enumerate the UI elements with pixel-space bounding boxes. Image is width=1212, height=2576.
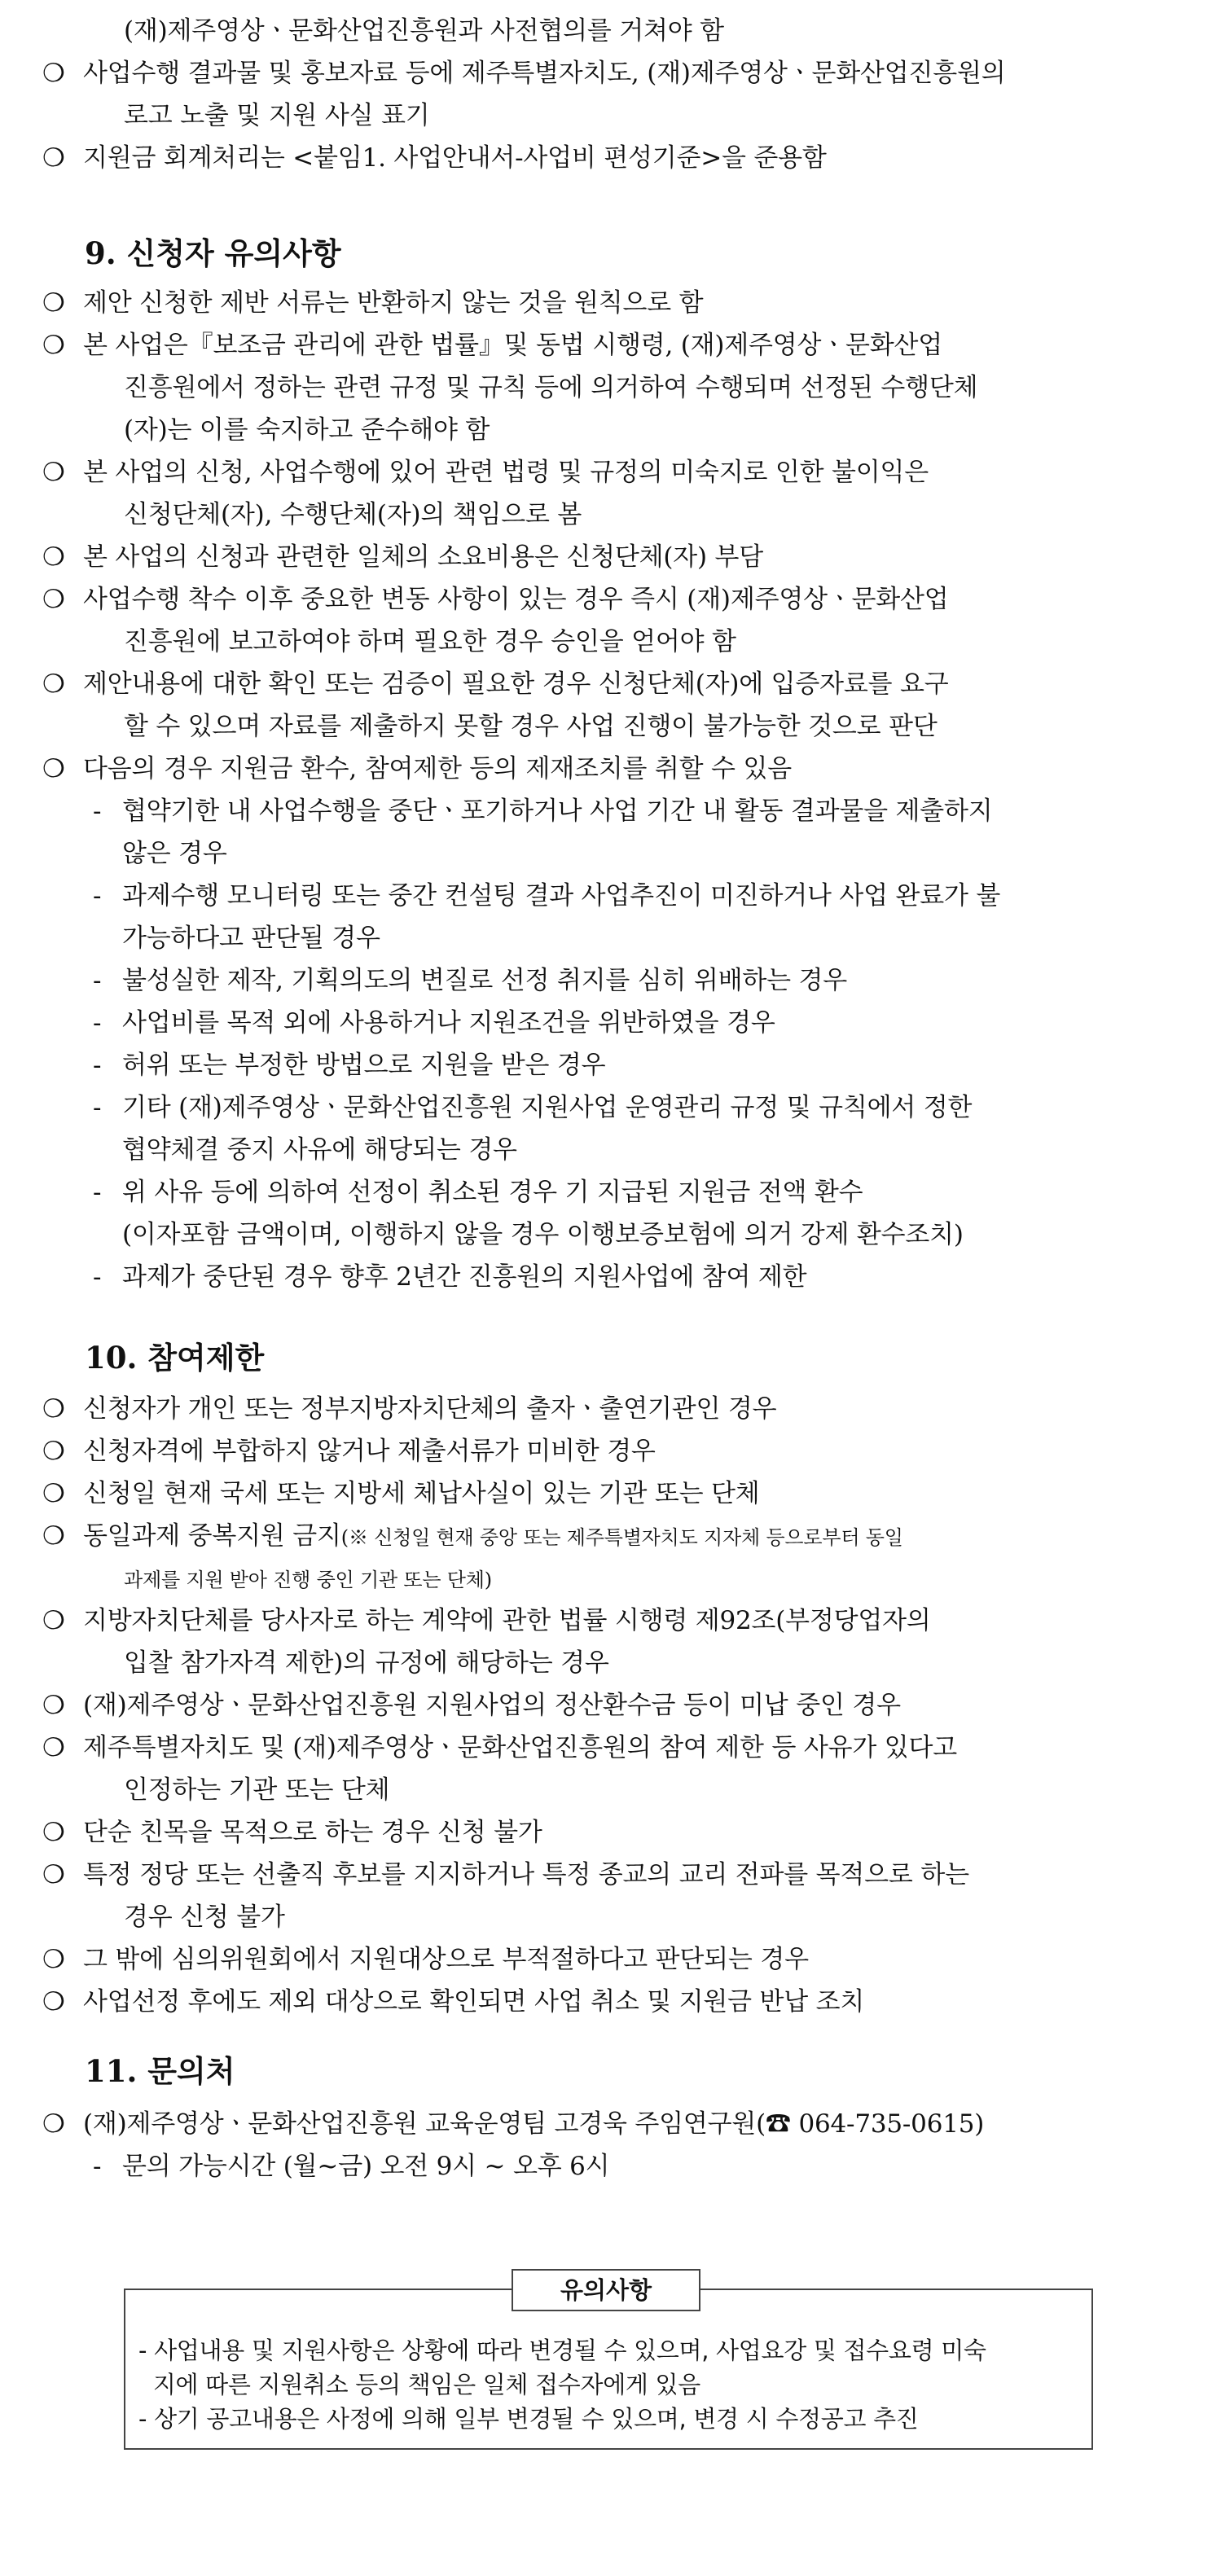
bullet-item [0, 541, 763, 573]
line-text: 동일과제 중복지원 금지 [83, 1521, 341, 1551]
text-line [0, 1218, 964, 1251]
bullet-marker: ❍ [42, 1394, 65, 1424]
bullet-marker: ❍ [42, 1987, 65, 2016]
bullet-marker: ❍ [42, 458, 65, 487]
dash-marker: - [93, 796, 102, 826]
line-text: 본 사업은『보조금 관리에 관한 법률』및 동법 시행령, (재)제주영상ㆍ문화산업 [83, 331, 942, 360]
notice-title: 유의사항 [512, 2269, 700, 2311]
dash-item [0, 1176, 863, 1209]
bullet-marker: ❍ [42, 1606, 65, 1635]
text-line [0, 414, 490, 446]
bullet-marker: ❍ [42, 1521, 65, 1551]
line-text: 제주특별자치도 및 (재)제주영상ㆍ문화산업진흥원의 참여 제한 등 사유가 있다고 [83, 1733, 957, 1762]
line-text: 허위 또는 부정한 방법으로 지원을 받은 경우 [122, 1051, 606, 1080]
line-text: 할 수 있으며 자료를 제출하지 못할 경우 사업 진행이 불가능한 것으로 판단 [124, 712, 938, 741]
dash-item [0, 1091, 972, 1124]
dash-item [0, 795, 993, 827]
text-line [0, 371, 977, 404]
bullet-item [0, 329, 942, 362]
line-text: 진흥원에서 정하는 관련 규정 및 규칙 등에 의거하여 수행되며 선정된 수행단체 [124, 373, 978, 402]
bullet-item [0, 1816, 542, 1849]
section-heading-10: 10. 참여제한 [85, 1340, 265, 1376]
bullet-item [0, 753, 792, 785]
bullet-marker: ❍ [42, 1945, 65, 1974]
dash-marker: - [93, 1008, 102, 1038]
dash-item [0, 880, 1000, 912]
bullet-item [0, 1986, 864, 2018]
line-text: 신청일 현재 국세 또는 지방세 체납사실이 있는 기관 또는 단체 [83, 1479, 760, 1508]
line-text: (재)제주영상ㆍ문화산업진흥원 지원사업의 정산환수금 등이 미납 중인 경우 [83, 1691, 901, 1720]
bullet-marker: ❍ [42, 59, 65, 88]
line-text: 협약체결 중지 사유에 해당되는 경우 [122, 1135, 517, 1165]
text-line: (재)제주영상ㆍ문화산업진흥원과 사전협의를 거쳐야 함 [124, 16, 724, 46]
text-line [0, 1562, 492, 1596]
bullet-item [0, 1393, 776, 1425]
text-line [0, 837, 227, 870]
line-text: 기타 (재)제주영상ㆍ문화산업진흥원 지원사업 운영관리 규정 및 규칙에서 정한 [122, 1093, 973, 1122]
line-text: 사업비를 목적 외에 사용하거나 지원조건을 위반하였을 경우 [122, 1008, 775, 1038]
text-line [0, 1134, 517, 1166]
bullet-item [0, 1731, 957, 1764]
line-text: 제안 신청한 제반 서류는 반환하지 않는 것을 원칙으로 함 [83, 288, 704, 318]
bullet-marker: ❍ [42, 754, 65, 783]
notice-line: - 상기 공고내용은 사정에 의해 일부 변경될 수 있으며, 변경 시 수정공고 추진 [138, 2405, 919, 2433]
bullet-item [0, 2108, 984, 2140]
section-heading-9: 9. 신청자 유의사항 [85, 235, 341, 271]
dash-item [0, 2150, 609, 2183]
line-text: 않은 경우 [122, 839, 227, 868]
bullet-marker: ❍ [42, 1818, 65, 1847]
text-line [0, 1647, 609, 1679]
bullet-item [0, 1858, 969, 1891]
dash-item [0, 1007, 775, 1039]
line-text: (재)제주영상ㆍ문화산업진흥원 교육운영팀 고경욱 주임연구원(☎ 064-735-0615) [83, 2109, 985, 2139]
bullet-marker: ❍ [42, 1691, 65, 1720]
text-line [0, 1901, 285, 1933]
line-text: 다음의 경우 지원금 환수, 참여제한 등의 제재조치를 취할 수 있음 [83, 754, 792, 783]
bullet-item [0, 1689, 901, 1722]
bullet-marker: ❍ [42, 2109, 65, 2139]
bullet-marker: ❍ [42, 1733, 65, 1762]
line-text: 문의 가능시간 (월~금) 오전 9시 ~ 오후 6시 [122, 2152, 610, 2181]
bullet-marker: ❍ [42, 1437, 65, 1466]
line-text: 협약기한 내 사업수행을 중단ㆍ포기하거나 사업 기간 내 활동 결과물을 제출하지 [122, 796, 993, 826]
bullet-item [0, 1435, 656, 1468]
line-text: 본 사업의 신청, 사업수행에 있어 관련 법령 및 규정의 미숙지로 인한 불이익은 [83, 458, 929, 487]
text-line: 로고 노출 및 지원 사실 표기 [124, 101, 430, 130]
bullet-item: ❍ 지원금 회계처리는 <붙임1. 사업안내서-사업비 편성기준>을 준용함 [42, 143, 827, 173]
notice-line: - 사업내용 및 지원사항은 상황에 따라 변경될 수 있으며, 사업요강 및 접수요령 미숙 [138, 2337, 986, 2364]
line-text: 위 사유 등에 의하여 선정이 취소된 경우 기 지급된 지원금 전액 환수 [122, 1178, 863, 1207]
dash-item [0, 1049, 605, 1082]
line-text: 제안내용에 대한 확인 또는 검증이 필요한 경우 신청단체(자)에 입증자료를 요구 [83, 669, 949, 699]
line-text: (이자포함 금액이며, 이행하지 않을 경우 이행보증보험에 의거 강제 환수조치) [122, 1220, 964, 1249]
bullet-marker: ❍ [42, 669, 65, 699]
dash-item [0, 1261, 806, 1293]
line-text: 경우 신청 불가 [124, 1902, 285, 1932]
dash-marker: - [93, 1178, 102, 1207]
bullet-item [0, 1604, 931, 1637]
dash-marker: - [93, 1093, 102, 1122]
bullet-item [0, 287, 703, 319]
dash-marker: - [93, 1051, 102, 1080]
dash-marker: - [93, 966, 102, 995]
dash-marker: - [93, 881, 102, 911]
line-text: 신청단체(자), 수행단체(자)의 책임으로 봄 [124, 500, 582, 529]
bullet-marker: ❍ [42, 331, 65, 360]
line-text: (자)는 이를 숙지하고 준수해야 함 [124, 415, 490, 445]
bullet-item [0, 1477, 760, 1510]
line-note: 과제를 지원 받아 진행 중인 기관 또는 단체) [124, 1569, 492, 1591]
section-heading-11: 11. 문의처 [85, 2053, 235, 2089]
line-text: 신청자격에 부합하지 않거나 제출서류가 미비한 경우 [83, 1437, 656, 1466]
line-text: 진흥원에 보고하여야 하며 필요한 경우 승인을 얻어야 함 [124, 627, 736, 656]
line-text: 사업수행 착수 이후 중요한 변동 사항이 있는 경우 즉시 (재)제주영상ㆍ문화산업 [83, 585, 949, 614]
bullet-marker: ❍ [42, 143, 65, 173]
line-text: 신청자가 개인 또는 정부지방자치단체의 출자ㆍ출연기관인 경우 [83, 1394, 777, 1424]
line-text: 단순 친목을 목적으로 하는 경우 신청 불가 [83, 1818, 542, 1847]
text-line [0, 1774, 389, 1806]
bullet-marker: ❍ [42, 288, 65, 318]
bullet-item [0, 456, 929, 489]
line-text: 그 밖에 심의위원회에서 지원대상으로 부적절하다고 판단되는 경우 [83, 1945, 809, 1974]
text-line [0, 625, 736, 658]
line-text: 특정 정당 또는 선출직 후보를 지지하거나 특정 종교의 교리 전파를 목적으로 하는 [83, 1860, 969, 1889]
text-line [0, 710, 938, 743]
line-text: 입찰 참가자격 제한)의 규정에 해당하는 경우 [124, 1648, 609, 1678]
bullet-item [0, 583, 949, 616]
line-text: 인정하는 기관 또는 단체 [124, 1775, 390, 1805]
line-text: 과제가 중단된 경우 향후 2년간 진흥원의 지원사업에 참여 제한 [122, 1262, 807, 1292]
text-line [0, 498, 582, 531]
dash-marker: - [93, 2152, 102, 2181]
text-line [0, 922, 380, 954]
line-text: 가능하다고 판단될 경우 [122, 924, 380, 953]
bullet-marker: ❍ [42, 542, 65, 572]
bullet-marker: ❍ [42, 1860, 65, 1889]
dash-item [0, 964, 847, 997]
dash-marker: - [93, 1262, 102, 1292]
line-text: 본 사업의 신청과 관련한 일체의 소요비용은 신청단체(자) 부담 [83, 542, 764, 572]
line-note: (※ 신청일 현재 중앙 또는 제주특별자치도 지자체 등으로부터 동일 [340, 1526, 903, 1549]
bullet-marker: ❍ [42, 1479, 65, 1508]
bullet-item [0, 668, 949, 700]
bullet-item [0, 1943, 809, 1976]
bullet-marker: ❍ [42, 585, 65, 614]
line-text: 불성실한 제작, 기획의도의 변질로 선정 취지를 심히 위배하는 경우 [122, 966, 848, 995]
line-text: 사업선정 후에도 제외 대상으로 확인되면 사업 취소 및 지원금 반납 조치 [83, 1987, 865, 2016]
line-text: 과제수행 모니터링 또는 중간 컨설팅 결과 사업추진이 미진하거나 사업 완료가 불 [122, 881, 1001, 911]
bullet-item [0, 1520, 903, 1554]
notice-line: 지에 따른 지원취소 등의 책임은 일체 접수자에게 있음 [138, 2371, 700, 2398]
line-text: 지방자치단체를 당사자로 하는 계약에 관한 법률 시행령 제92조(부정당업자의 [83, 1606, 931, 1635]
bullet-item: ❍ 사업수행 결과물 및 홍보자료 등에 제주특별자치도, (재)제주영상ㆍ문화산업진흥원의 [42, 59, 1006, 88]
